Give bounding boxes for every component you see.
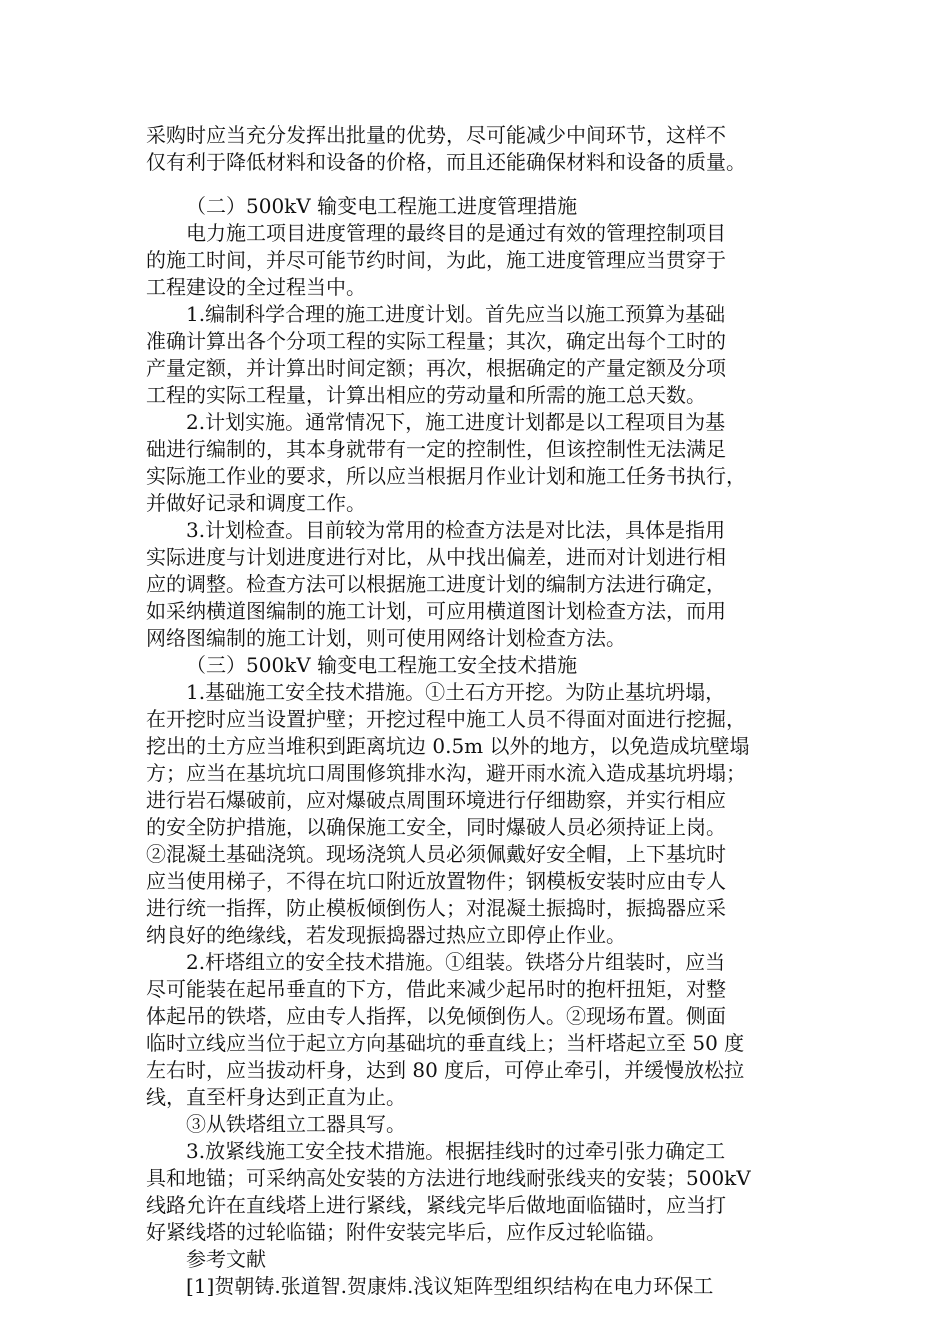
text-line: 实际施工作业的要求，所以应当根据月作业计划和施工任务书执行，: [146, 464, 746, 488]
text-line: 具和地锚；可采纳高处安装的方法进行地线耐张线夹的安装；500kV: [146, 1166, 751, 1190]
text-line: 并做好记录和调度工作。: [146, 491, 366, 515]
text-line: 电力施工项目进度管理的最终目的是通过有效的管理控制项目: [186, 221, 726, 245]
text-line: 础进行编制的，其本身就带有一定的控制性，但该控制性无法满足: [146, 437, 726, 461]
text-line: 1.编制科学合理的施工进度计划。首先应当以施工预算为基础: [186, 302, 726, 326]
text-line: 参考文献: [186, 1247, 266, 1271]
text-line: 方；应当在基坑坑口周围修筑排水沟，避开雨水流入造成基坑坍塌；: [146, 761, 746, 785]
text-line: ②混凝土基础浇筑。现场浇筑人员必须佩戴好安全帽，上下基坑时: [146, 842, 726, 866]
text-line: [1]贺朝铸.张道智.贺康炜.浅议矩阵型组织结构在电力环保工: [186, 1274, 714, 1298]
text-line: 体起吊的铁塔，应由专人指挥，以免倾倒伤人。②现场布置。侧面: [146, 1004, 726, 1028]
text-line: 临时立线应当位于起立方向基础坑的垂直线上；当杆塔起立至 50 度: [146, 1031, 745, 1055]
text-line: 应当使用梯子，不得在坑口附近放置物件；钢模板安装时应由专人: [146, 869, 726, 893]
text-line: 工程的实际工程量，计算出相应的劳动量和所需的施工总天数。: [146, 383, 706, 407]
text-line: 线，直至杆身达到正直为止。: [146, 1085, 406, 1109]
paragraph-gap: [146, 176, 806, 193]
text-line: 的施工时间，并尽可能节约时间，为此，施工进度管理应当贯穿于: [146, 248, 726, 272]
text-line: 的安全防护措施，以确保施工安全，同时爆破人员必须持证上岗。: [146, 815, 726, 839]
text-line: 线路允许在直线塔上进行紧线，紧线完毕后做地面临锚时，应当打: [146, 1193, 726, 1217]
text-line: 如采纳横道图编制的施工计划，可应用横道图计划检查方法，而用: [146, 599, 726, 623]
text-line: 仅有利于降低材料和设备的价格，而且还能确保材料和设备的质量。: [146, 150, 746, 174]
text-line: （三）500kV 输变电工程施工安全技术措施: [186, 653, 578, 677]
text-line: 进行岩石爆破前，应对爆破点周围环境进行仔细勘察，并实行相应: [146, 788, 726, 812]
text-line: 进行统一指挥，防止模板倾倒伤人；对混凝土振捣时，振捣器应采: [146, 896, 726, 920]
text-line: 纳良好的绝缘线，若发现振捣器过热应立即停止作业。: [146, 923, 626, 947]
text-line: 挖出的土方应当堆积到距离坑边 0.5m 以外的地方，以免造成坑壁塌: [146, 734, 750, 758]
text-line: 在开挖时应当设置护壁；开挖过程中施工人员不得面对面进行挖掘，: [146, 707, 746, 731]
text-line: 左右时，应当拔动杆身，达到 80 度后，可停止牵引，并缓慢放松拉: [146, 1058, 745, 1082]
text-line: 2.计划实施。通常情况下，施工进度计划都是以工程项目为基: [186, 410, 726, 434]
text-line: 好紧线塔的过轮临锚；附件安装完毕后，应作反过轮临锚。: [146, 1220, 666, 1244]
text-line: ③从铁塔组立工器具写。: [186, 1112, 406, 1136]
text-line: 实际进度与计划进度进行对比，从中找出偏差，进而对计划进行相: [146, 545, 726, 569]
text-line: 产量定额，并计算出时间定额；再次，根据确定的产量定额及分项: [146, 356, 726, 380]
text-line: （二）500kV 输变电工程施工进度管理措施: [186, 194, 578, 218]
text-line: 工程建设的全过程当中。: [146, 275, 366, 299]
text-line: 采购时应当充分发挥出批量的优势，尽可能减少中间环节，这样不: [146, 123, 726, 147]
text-line: 3.计划检查。目前较为常用的检查方法是对比法，具体是指用: [186, 518, 726, 542]
text-line: 尽可能装在起吊垂直的下方，借此来减少起吊时的抱杆扭矩，对整: [146, 977, 726, 1001]
text-line: 3.放紧线施工安全技术措施。根据挂线时的过牵引张力确定工: [186, 1139, 726, 1163]
text-line: 网络图编制的施工计划，则可使用网络计划检查方法。: [146, 626, 626, 650]
text-line: 2.杆塔组立的安全技术措施。①组装。铁塔分片组装时，应当: [186, 950, 726, 974]
text-line: 应的调整。检查方法可以根据施工进度计划的编制方法进行确定，: [146, 572, 726, 596]
document-body: [146, 122, 806, 1300]
text-line: 准确计算出各个分项工程的实际工程量；其次，确定出每个工时的: [146, 329, 726, 353]
text-line: 1.基础施工安全技术措施。①土石方开挖。为防止基坑坍塌，: [186, 680, 726, 704]
